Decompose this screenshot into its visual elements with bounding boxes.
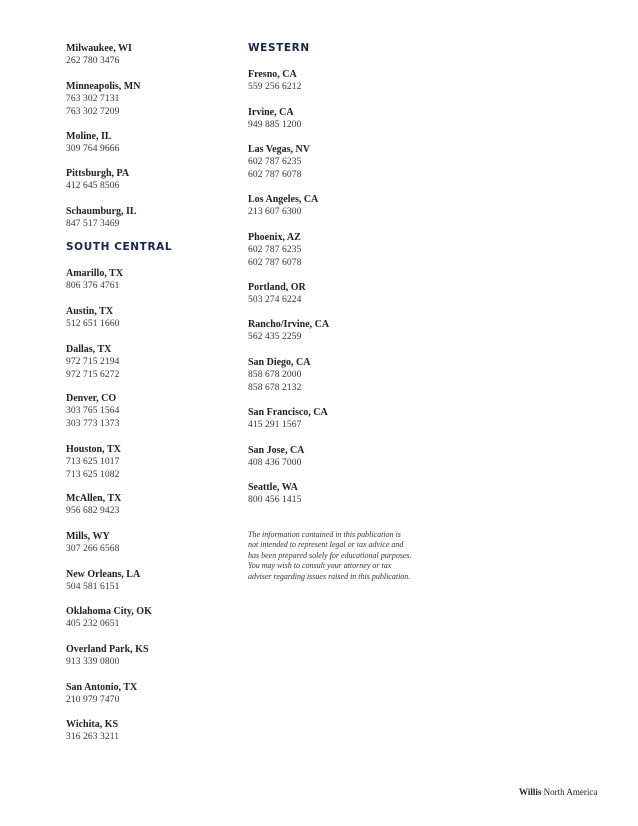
- office-phone: 602 787 6235: [248, 245, 302, 255]
- region-heading-south-central: SOUTH CENTRAL: [66, 241, 173, 253]
- office-phone: 949 885 1200: [248, 120, 302, 130]
- office-entry-sc-1: [66, 305, 119, 331]
- office-phone: 503 274 6224: [248, 295, 302, 305]
- office-entry-top-4: [66, 205, 137, 231]
- office-phone: 415 291 1567: [248, 420, 302, 430]
- office-phone: 806 376 4761: [66, 281, 120, 291]
- office-entry-sc-9: [66, 643, 149, 669]
- office-phone: 956 682 9423: [66, 506, 120, 516]
- office-city: Milwaukee, WI: [66, 43, 132, 54]
- office-city: Dallas, TX: [66, 344, 112, 355]
- office-phone: 262 780 3476: [66, 56, 120, 66]
- office-city: Irvine, CA: [248, 107, 294, 118]
- office-phone: 913 339 0800: [66, 657, 120, 667]
- footer: [519, 787, 597, 797]
- office-phone: 602 787 6078: [248, 257, 302, 268]
- office-city: Pittsburgh, PA: [66, 168, 130, 179]
- office-city: Fresno, CA: [248, 69, 297, 80]
- office-phone: 309 764 9666: [66, 144, 120, 154]
- office-phone: 504 581 6151: [66, 582, 120, 592]
- office-entry-west-5: [248, 281, 306, 307]
- office-entry-sc-4: [66, 443, 121, 481]
- office-entry-sc-11: [66, 718, 119, 744]
- office-entry-west-2: [248, 143, 310, 181]
- office-phone: 847 517 3469: [66, 219, 120, 229]
- office-phone: 972 715 2194: [66, 357, 120, 367]
- office-phone: 559 256 6212: [248, 82, 302, 92]
- office-entry-sc-6: [66, 530, 119, 556]
- office-city: Seattle, WA: [248, 482, 298, 493]
- office-phone: 602 787 6235: [248, 157, 302, 167]
- office-city: Schaumburg, IL: [66, 206, 137, 217]
- office-phone: 800 456 1415: [248, 495, 302, 505]
- office-entry-west-7: [248, 356, 311, 394]
- office-phone: 763 302 7131: [66, 94, 120, 104]
- office-entry-top-0: [66, 42, 132, 68]
- footer-region: North America: [543, 787, 598, 797]
- office-city: Amarillo, TX: [66, 268, 124, 279]
- office-entry-sc-10: [66, 681, 137, 707]
- office-phone: 763 302 7209: [66, 106, 120, 117]
- office-city: Houston, TX: [66, 444, 121, 455]
- office-phone: 713 625 1017: [66, 457, 120, 467]
- office-phone: 303 773 1373: [66, 418, 120, 429]
- office-phone: 512 651 1660: [66, 319, 120, 329]
- office-city: Los Angeles, CA: [248, 194, 319, 205]
- office-phone: 562 435 2259: [248, 332, 302, 342]
- office-city: San Jose, CA: [248, 445, 305, 456]
- office-phone: 858 678 2132: [248, 382, 302, 393]
- office-city: San Antonio, TX: [66, 682, 138, 693]
- office-city: Denver, CO: [66, 393, 117, 404]
- office-entry-west-8: [248, 406, 328, 432]
- office-city: Las Vegas, NV: [248, 144, 310, 155]
- office-phone: 316 263 3211: [66, 732, 120, 742]
- office-entry-west-6: [248, 318, 329, 344]
- office-phone: 307 266 6568: [66, 544, 120, 554]
- office-entry-top-2: [66, 130, 119, 156]
- office-phone: 602 787 6078: [248, 169, 302, 180]
- office-phone: 713 625 1082: [66, 469, 120, 480]
- office-entry-west-4: [248, 231, 301, 269]
- office-entry-top-1: [66, 80, 140, 118]
- office-entry-west-1: [248, 106, 301, 132]
- office-phone: 213 607 6300: [248, 207, 302, 217]
- office-entry-west-0: [248, 68, 301, 94]
- office-entry-sc-5: [66, 492, 121, 518]
- office-phone: 405 232 0651: [66, 619, 120, 629]
- office-entry-top-3: [66, 167, 129, 193]
- office-phone: 408 436 7000: [248, 458, 302, 468]
- office-city: Rancho/Irvine, CA: [248, 319, 330, 330]
- office-city: Austin, TX: [66, 306, 114, 317]
- office-phone: 303 765 1564: [66, 406, 120, 416]
- office-phone: 412 645 8506: [66, 181, 120, 191]
- office-city: New Orleans, LA: [66, 569, 141, 580]
- office-phone: 210 979 7470: [66, 695, 120, 705]
- disclaimer-text: The information contained in this publication is not intended to represent legal or tax advice and has been prepared solely for educational purposes. You may wish to consult your attorney or tax adviser regarding issues raised in this publication.: [248, 530, 412, 581]
- office-city: Minneapolis, MN: [66, 81, 141, 92]
- office-entry-sc-3: [66, 392, 119, 430]
- office-city: Mills, WY: [66, 531, 110, 542]
- office-city: Wichita, KS: [66, 719, 119, 730]
- office-city: Phoenix, AZ: [248, 232, 301, 243]
- office-entry-west-3: [248, 193, 318, 219]
- office-entry-west-9: [248, 444, 304, 470]
- office-phone: 858 678 2000: [248, 370, 302, 380]
- office-city: Moline, IL: [66, 131, 112, 142]
- office-city: McAllen, TX: [66, 493, 122, 504]
- office-entry-sc-2: [66, 343, 119, 381]
- region-heading-western: WESTERN: [248, 42, 310, 54]
- office-entry-sc-7: [66, 568, 140, 594]
- office-entry-sc-8: [66, 605, 152, 631]
- office-city: Portland, OR: [248, 282, 306, 293]
- office-city: San Diego, CA: [248, 357, 311, 368]
- office-entry-sc-0: [66, 267, 123, 293]
- office-city: Overland Park, KS: [66, 644, 149, 655]
- office-phone: 972 715 6272: [66, 369, 120, 380]
- footer-brand: Willis: [519, 787, 542, 797]
- office-entry-west-10: [248, 481, 301, 507]
- office-city: Oklahoma City, OK: [66, 606, 152, 617]
- office-city: San Francisco, CA: [248, 407, 328, 418]
